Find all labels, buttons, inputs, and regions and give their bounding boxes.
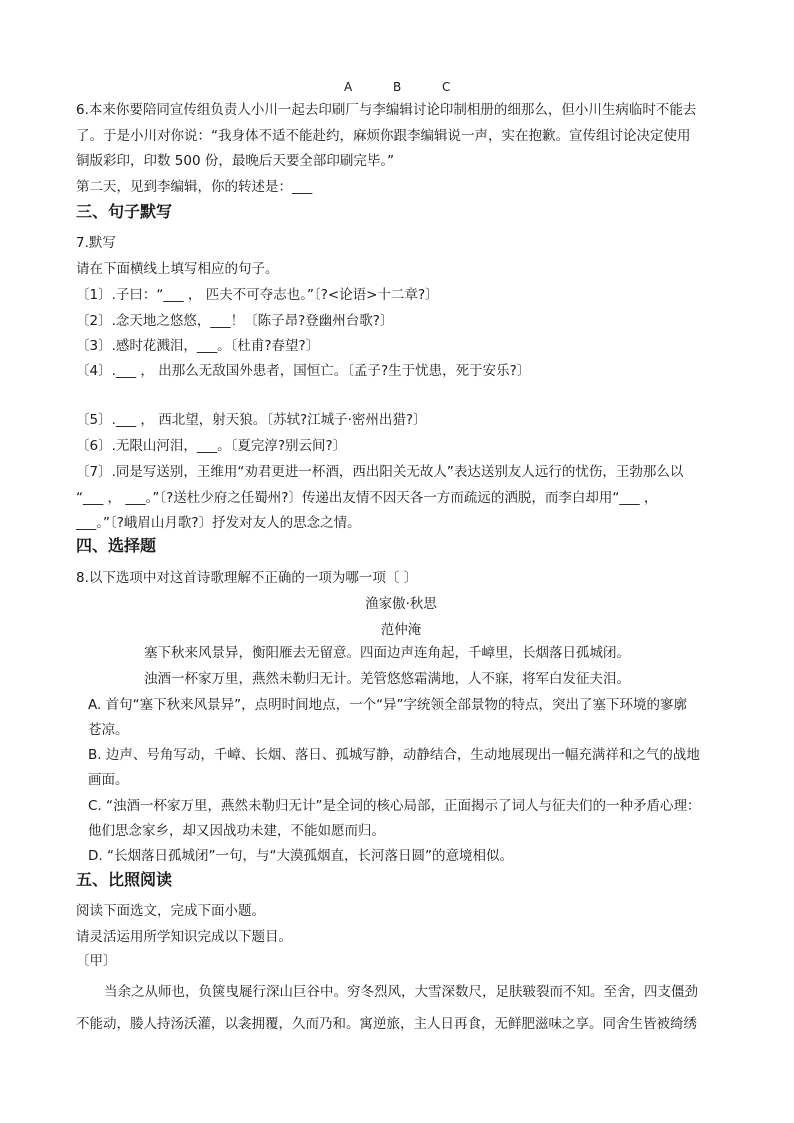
q7-line-10: “___ ， ___。”〔?送杜少府之任蜀州?〕传递出友情不因天各一方而疏远的洒脱，而李白却用“___ ， xyxy=(76,490,658,506)
poem-line-1: 塞下秋来风景异，衡阳雁去无留意。四面边声连角起，千嶂里，长烟落日孤城闭。 xyxy=(144,645,630,661)
section-4-heading: 四、选择题 xyxy=(76,536,157,555)
q7-line-6: 〔4〕.___ ， 出那么无敌国外患者，国恒亡。〔孟子?生于忧患，死于安乐?〕 xyxy=(76,363,531,379)
q7-line-9: 〔7〕.同是写送别，王维用“劝君更进一杯酒，西出阳关无故人”表达送别友人远行的忧伤，王勃那么以 xyxy=(76,464,684,480)
option-c-line-1: C. “浊酒一杯家万里，燕然未勒归无计”是全词的核心局部，正面揭示了词人与征夫们的一种矛盾心理： xyxy=(88,798,701,814)
poem-title: 渔家傲·秋思 xyxy=(365,596,437,612)
option-a-line-1: A. 首句“塞下秋来风景异”，点明时间地点，一个“异”字统领全部景物的特点，突出了塞下环境的寥廓 xyxy=(88,697,688,713)
q6-line-4: 第二天，见到李编辑，你的转述是：___ xyxy=(76,179,313,195)
poem-author: 范仲淹 xyxy=(380,622,422,638)
q9-label-jia: 〔甲〕 xyxy=(76,953,117,969)
q7-line-3: 〔1〕.子曰：“___ ， 匹夫不可夺志也。”〔?<论语>十二章?〕 xyxy=(76,287,439,303)
q6-line-2: 了。于是小川对你说：“我身体不适不能赴约，麻烦你跟李编辑说一声，实在抱歉。宣传组讨论决定使用 xyxy=(76,128,691,144)
option-a-line-2: 苍凉。 xyxy=(88,722,129,738)
section-5-heading: 五、比照阅读 xyxy=(76,870,173,889)
q6-line-3: 铜版彩印，印数 500 份，最晚后天要全部印刷完毕。” xyxy=(76,153,395,169)
option-letter-b: B xyxy=(393,80,402,94)
q7-line-8: 〔6〕.无限山河泪，___。〔夏完淳?别云间?〕 xyxy=(76,438,347,454)
q6-line-1: 6.本来你要陪同宣传组负责人小川一起去印刷厂与李编辑讨论印制相册的细那么，但小川生病临时不能去 xyxy=(76,102,697,118)
option-letter-a: A xyxy=(344,80,353,94)
q7-line-11: ___。”〔?峨眉山月歌?〕抒发对友人的思念之情。 xyxy=(76,515,361,531)
option-c-line-2: 他们思念家乡，却又因战功未建，不能如愿而归。 xyxy=(88,823,385,839)
passage-line-2: 不能动，媵人持汤沃灌，以衾拥覆，久而乃和。寓逆旅，主人日再食，无鲜肥滋味之享。同舍生皆被绮绣 xyxy=(76,1016,697,1032)
q7-line-5: 〔3〕.感时花溅泪，___。〔杜甫?春望?〕 xyxy=(76,338,320,354)
passage-line-1: 当余之从师也，负箧曳屣行深山巨谷中。穷冬烈风，大雪深数尺，足肤皲裂而不知。至舍，四支僵劲 xyxy=(104,984,698,1000)
option-letter-c: C xyxy=(442,80,451,94)
q7-line-7: 〔5〕.___ ， 西北望，射天狼。〔苏轼?江城子·密州出猎?〕 xyxy=(76,412,427,428)
q7-line-4: 〔2〕.念天地之悠悠，___！〔陈子昂?登幽州台歌?〕 xyxy=(76,313,394,329)
q9-line-2: 请灵活运用所学知识完成以下题目。 xyxy=(76,929,292,945)
section-3-heading: 三、句子默写 xyxy=(76,202,173,221)
q7-line-1: 7.默写 xyxy=(76,235,116,251)
q9-line-1: 阅读下面选文，完成下面小题。 xyxy=(76,903,265,919)
q8-stem: 8.以下选项中对这首诗歌理解不正确的一项为哪一项〔 〕 xyxy=(76,570,418,586)
q7-line-2: 请在下面横线上填写相应的句子。 xyxy=(76,261,279,277)
option-b-line-1: B. 边声、号角写动，千嶂、长烟、落日、孤城写静，动静结合，生动地展现出一幅充满祥和之气的战地 xyxy=(88,747,700,763)
option-b-line-2: 画面。 xyxy=(88,772,129,788)
option-d-line-1: D. “长烟落日孤城闭”一句，与“大漠孤烟直，长河落日圆”的意境相似。 xyxy=(88,848,513,864)
poem-line-2: 浊酒一杯家万里，燕然未勒归无计。羌管悠悠霜满地，人不寐，将军白发征夫泪。 xyxy=(144,671,630,687)
